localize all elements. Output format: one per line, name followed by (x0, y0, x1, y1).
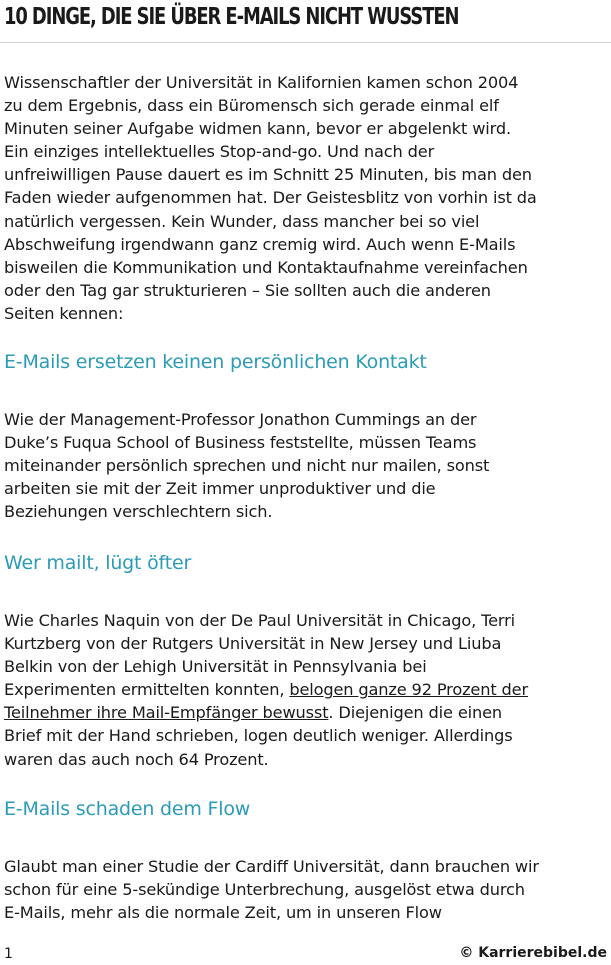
section-heading-lying: Wer mailt, lügt öfter (4, 552, 192, 574)
text-line: Kurtzberg von der Rutgers Universität in New Jersey und Liuba (4, 634, 502, 654)
text-line: bisweilen die Kommunikation und Kontaktaufnahme vereinfachen (4, 257, 528, 277)
text-line: arbeiten sie mit der Zeit immer unproduktiver und die (4, 479, 436, 499)
copyright-notice: © Karrierebibel.de (459, 945, 607, 961)
text-line: waren das auch noch 64 Prozent. (4, 749, 269, 769)
text-line: schon für eine 5-sekündige Unterbrechung, ausgelöst etwa durch (4, 880, 525, 900)
page-number: 1 (4, 946, 13, 962)
section-paragraph-lying (4, 609, 607, 771)
intro-paragraph (4, 71, 607, 325)
text-line: Belkin von der Lehigh Universität in Pennsylvania bei (4, 657, 427, 677)
page-title: 10 DINGE, DIE SIE ÜBER E-MAILS NICHT WUSSTEN (4, 4, 459, 30)
text-line-with-link (4, 701, 607, 724)
text-line: Abschweifung irgendwann ganz cremig wird. Auch wenn E-Mails (4, 234, 516, 254)
text-line: unfreiwilligen Pause dauert es im Schnitt 25 Minuten, bis man den (4, 165, 532, 185)
text-line: miteinander persönlich sprechen und nicht nur mailen, sonst (4, 456, 490, 476)
study-link-continued[interactable]: Teilnehmer ihre Mail-Empfänger bewusst (4, 703, 329, 723)
text-line: zu dem Ergebnis, dass ein Büromensch sich gerade einmal elf (4, 96, 499, 116)
text-line: Faden wieder aufgenommen hat. Der Geistesblitz von vorhin ist da (4, 188, 537, 208)
section-paragraph-personal-contact (4, 408, 607, 523)
text-line: Wissenschaftler der Universität in Kalifornien kamen schon 2004 (4, 73, 519, 92)
study-link[interactable]: belogen ganze 92 Prozent der (289, 680, 528, 700)
text-line: Minuten seiner Aufgabe widmen kann, bevor er abgelenkt wird. (4, 119, 511, 139)
text-line-with-link (4, 678, 607, 701)
text-line: Seiten kennen: (4, 303, 124, 323)
text-line: Ein einziges intellektuelles Stop-and-go. Und nach der (4, 142, 435, 162)
text-fragment: Experimenten ermittelten konnten, (4, 680, 290, 700)
section-heading-personal-contact: E-Mails ersetzen keinen persönlichen Kontakt (4, 351, 427, 373)
text-line: Glaubt man einer Studie der Cardiff Universität, dann brauchen wir (4, 857, 539, 876)
section-heading-flow: E-Mails schaden dem Flow (4, 798, 251, 820)
text-line: Duke’s Fuqua School of Business feststellte, müssen Teams (4, 433, 477, 453)
section-paragraph-flow (4, 855, 607, 924)
text-fragment: . Diejenigen die einen (328, 703, 502, 723)
text-line: oder den Tag gar strukturieren – Sie sollten auch die anderen (4, 280, 491, 300)
text-line: Wie Charles Naquin von der De Paul Universität in Chicago, Terri (4, 611, 515, 630)
text-line: Wie der Management-Professor Jonathon Cummings an der (4, 410, 477, 429)
text-line: natürlich vergessen. Kein Wunder, dass mancher bei so viel (4, 211, 480, 231)
text-line: Brief mit der Hand schrieben, logen deutlich weniger. Allerdings (4, 726, 513, 746)
text-line: Beziehungen verschlechtern sich. (4, 502, 273, 522)
title-divider (0, 42, 611, 43)
text-line: E-Mails, mehr als die normale Zeit, um in unseren Flow (4, 903, 442, 923)
